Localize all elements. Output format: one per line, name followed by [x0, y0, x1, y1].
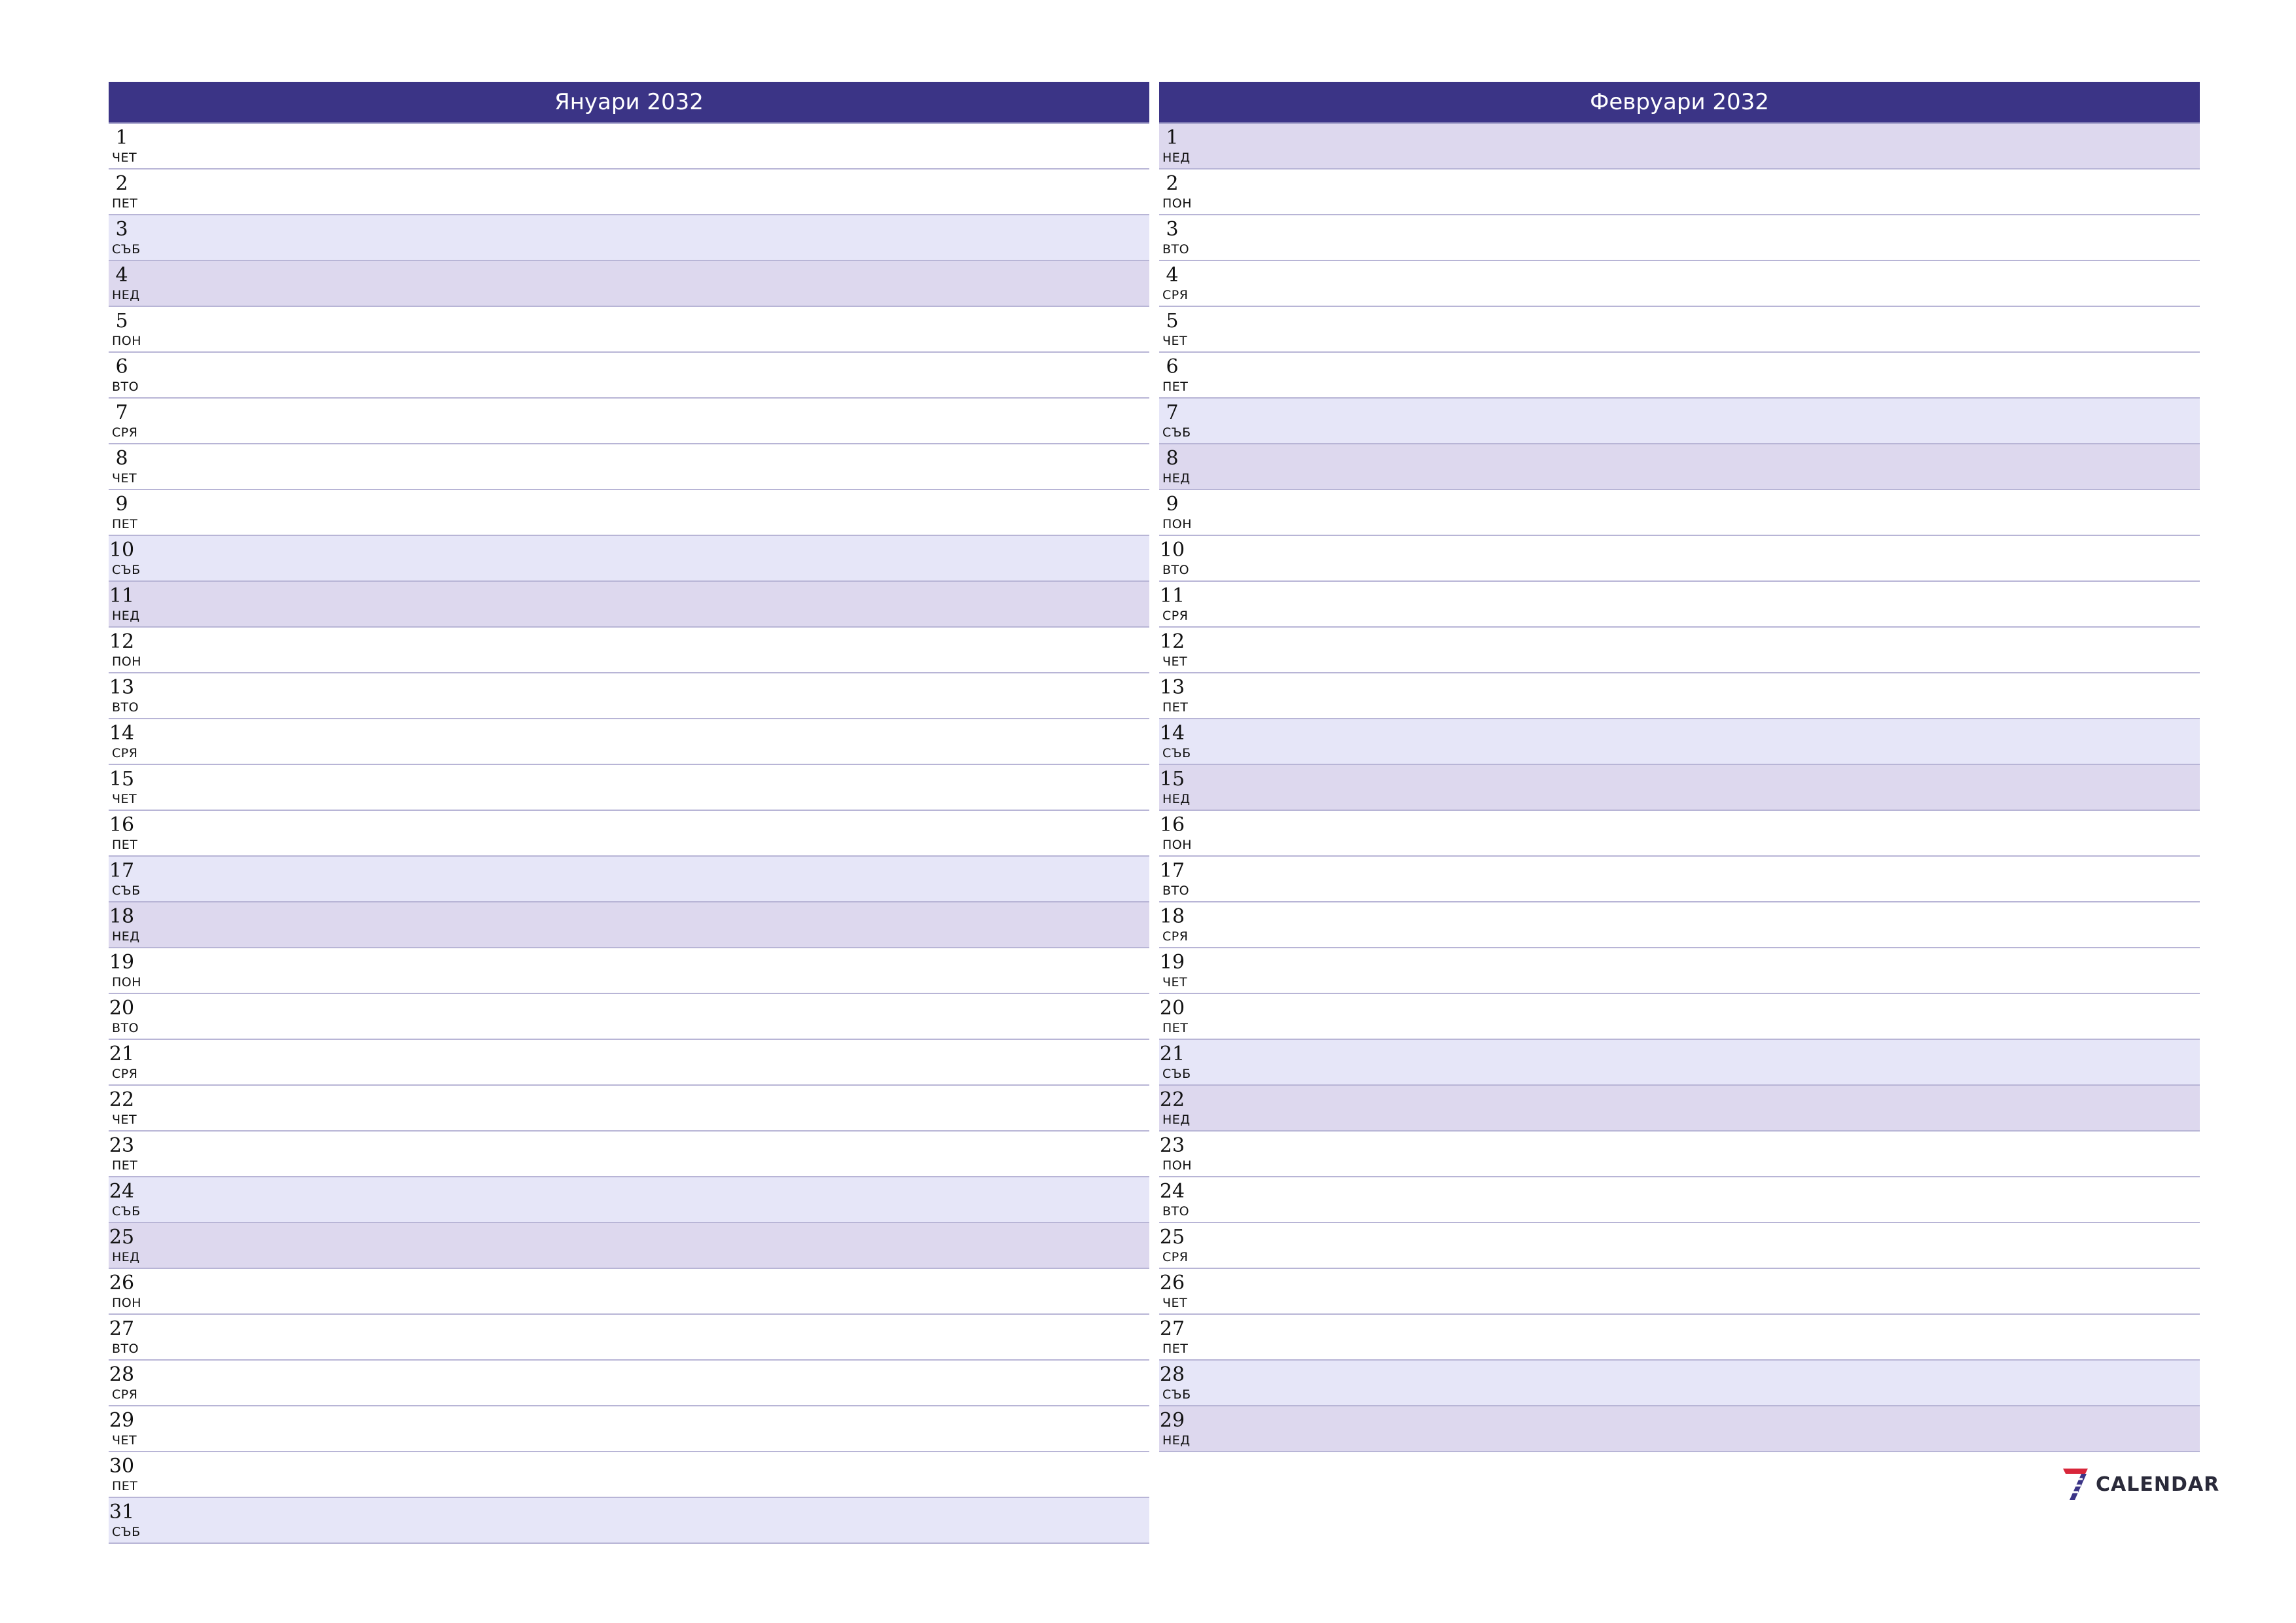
- day-row[interactable]: [109, 1132, 1149, 1177]
- day-name: ПЕТ: [112, 1158, 138, 1173]
- day-row[interactable]: [109, 857, 1149, 902]
- day-row[interactable]: [109, 399, 1149, 444]
- day-name: ПЕТ: [1162, 380, 1189, 394]
- day-number: 14: [1159, 722, 1185, 745]
- day-name: СЪБ: [112, 883, 141, 898]
- day-row[interactable]: [109, 719, 1149, 765]
- month-title: Януари 2032: [109, 82, 1149, 124]
- day-name: ВТО: [1162, 242, 1190, 257]
- day-row[interactable]: [1159, 765, 2200, 811]
- day-name: СРЯ: [1162, 929, 1189, 944]
- day-row[interactable]: [109, 444, 1149, 490]
- day-name: ЧЕТ: [112, 1433, 137, 1448]
- day-row[interactable]: [1159, 1361, 2200, 1406]
- day-number: 18: [1159, 905, 1185, 928]
- day-row[interactable]: [1159, 902, 2200, 948]
- day-name: СРЯ: [1162, 288, 1189, 302]
- day-row[interactable]: [109, 536, 1149, 582]
- day-number: 19: [109, 951, 135, 974]
- day-name: НЕД: [1162, 792, 1191, 806]
- day-number: 24: [109, 1180, 135, 1203]
- day-number: 22: [1159, 1088, 1185, 1111]
- day-name: СЪБ: [1162, 1387, 1191, 1402]
- day-row[interactable]: [1159, 490, 2200, 536]
- day-number: 6: [115, 355, 128, 378]
- day-number: 1: [1166, 126, 1179, 149]
- day-row[interactable]: [109, 215, 1149, 261]
- day-name: СРЯ: [112, 1067, 138, 1081]
- day-number: 9: [115, 493, 128, 516]
- day-row[interactable]: [109, 169, 1149, 215]
- month-title: Февруари 2032: [1159, 82, 2200, 124]
- day-row[interactable]: [1159, 1086, 2200, 1132]
- day-row[interactable]: [109, 1040, 1149, 1086]
- day-name: НЕД: [112, 1250, 140, 1264]
- day-number: 7: [115, 401, 128, 424]
- day-number: 24: [1159, 1180, 1185, 1203]
- day-name: ЧЕТ: [1162, 975, 1188, 990]
- day-number: 16: [109, 813, 135, 836]
- day-row[interactable]: [109, 1406, 1149, 1452]
- day-number: 27: [109, 1317, 135, 1340]
- day-number: 12: [109, 630, 135, 653]
- day-number: 28: [1159, 1363, 1185, 1386]
- day-name: СЪБ: [112, 1204, 141, 1219]
- day-number: 23: [109, 1134, 135, 1157]
- day-number: 15: [1159, 768, 1185, 791]
- day-name: СЪБ: [1162, 1067, 1191, 1081]
- day-row[interactable]: [1159, 307, 2200, 353]
- day-number: 7: [1166, 401, 1179, 424]
- day-number: 29: [109, 1409, 135, 1432]
- day-number: 17: [1159, 859, 1185, 882]
- day-name: ПОН: [112, 654, 142, 669]
- day-number: 29: [1159, 1409, 1185, 1432]
- day-name: ПОН: [1162, 196, 1193, 211]
- day-name: СЪБ: [1162, 425, 1191, 440]
- day-name: ПОН: [1162, 1158, 1193, 1173]
- day-number: 3: [115, 218, 128, 241]
- day-number: 18: [109, 905, 135, 928]
- day-name: ЧЕТ: [1162, 334, 1188, 348]
- day-name: ВТО: [1162, 1204, 1190, 1219]
- day-number: 8: [1166, 447, 1179, 470]
- day-row[interactable]: [109, 1086, 1149, 1132]
- day-row[interactable]: [1159, 169, 2200, 215]
- day-list: [109, 124, 1149, 1544]
- day-row[interactable]: [1159, 948, 2200, 994]
- calendar-logo[interactable]: [2060, 1466, 2219, 1503]
- day-row[interactable]: [109, 353, 1149, 399]
- day-row[interactable]: [1159, 444, 2200, 490]
- day-number: 13: [1159, 676, 1185, 699]
- day-name: ПЕТ: [112, 1479, 138, 1493]
- day-number: 2: [1166, 172, 1179, 195]
- day-row[interactable]: [109, 261, 1149, 307]
- day-name: ВТО: [112, 1342, 139, 1356]
- day-number: 12: [1159, 630, 1185, 653]
- day-name: ЧЕТ: [1162, 1296, 1188, 1310]
- day-name: ПОН: [112, 334, 142, 348]
- day-name: ВТО: [112, 1021, 139, 1035]
- day-name: СЪБ: [112, 242, 141, 257]
- month-february: [1159, 82, 2200, 1452]
- day-name: ВТО: [112, 700, 139, 715]
- day-row[interactable]: [1159, 673, 2200, 719]
- day-name: ПЕТ: [112, 196, 138, 211]
- day-number: 15: [109, 768, 135, 791]
- day-name: СРЯ: [112, 746, 138, 760]
- day-row[interactable]: [109, 765, 1149, 811]
- day-row[interactable]: [109, 307, 1149, 353]
- day-name: СРЯ: [1162, 1250, 1189, 1264]
- day-name: ЧЕТ: [1162, 654, 1188, 669]
- day-row[interactable]: [109, 1177, 1149, 1223]
- day-number: 2: [115, 172, 128, 195]
- day-list: [1159, 124, 2200, 1452]
- day-number: 30: [109, 1455, 135, 1478]
- day-row[interactable]: [1159, 261, 2200, 307]
- day-name: ПЕТ: [112, 517, 138, 531]
- day-row[interactable]: [1159, 857, 2200, 902]
- day-number: 4: [115, 264, 128, 287]
- day-row[interactable]: [109, 811, 1149, 857]
- day-name: ПОН: [1162, 517, 1193, 531]
- day-row[interactable]: [109, 994, 1149, 1040]
- day-number: 1: [115, 126, 128, 149]
- day-number: 25: [109, 1226, 135, 1249]
- logo-text: CALENDAR: [2096, 1472, 2220, 1496]
- day-row[interactable]: [1159, 811, 2200, 857]
- day-row[interactable]: [1159, 353, 2200, 399]
- day-name: НЕД: [1162, 1433, 1191, 1448]
- day-name: ПЕТ: [1162, 700, 1189, 715]
- day-name: ВТО: [1162, 883, 1190, 898]
- day-row[interactable]: [109, 1498, 1149, 1544]
- day-number: 11: [1159, 584, 1185, 607]
- day-name: СРЯ: [112, 1387, 138, 1402]
- day-row[interactable]: [1159, 1406, 2200, 1452]
- day-number: 21: [109, 1043, 135, 1065]
- day-row[interactable]: [109, 1361, 1149, 1406]
- day-number: 9: [1166, 493, 1179, 516]
- day-row[interactable]: [109, 1223, 1149, 1269]
- day-name: ПОН: [112, 1296, 142, 1310]
- day-name: ПЕТ: [112, 838, 138, 852]
- day-row[interactable]: [109, 582, 1149, 628]
- day-number: 31: [109, 1501, 135, 1524]
- day-row[interactable]: [109, 902, 1149, 948]
- day-row[interactable]: [109, 490, 1149, 536]
- day-name: ПЕТ: [1162, 1342, 1189, 1356]
- day-row[interactable]: [109, 1315, 1149, 1361]
- day-number: 10: [1159, 539, 1185, 562]
- day-row[interactable]: [1159, 994, 2200, 1040]
- day-row[interactable]: [1159, 1315, 2200, 1361]
- day-name: ПОН: [112, 975, 142, 990]
- day-name: СЪБ: [1162, 746, 1191, 760]
- day-row[interactable]: [1159, 124, 2200, 169]
- day-number: 20: [109, 997, 135, 1020]
- day-row[interactable]: [1159, 1040, 2200, 1086]
- day-row[interactable]: [1159, 1177, 2200, 1223]
- day-row[interactable]: [109, 124, 1149, 169]
- day-row[interactable]: [1159, 719, 2200, 765]
- day-number: 17: [109, 859, 135, 882]
- day-number: 28: [109, 1363, 135, 1386]
- day-row[interactable]: [1159, 1269, 2200, 1315]
- day-number: 19: [1159, 951, 1185, 974]
- day-number: 5: [1166, 310, 1179, 332]
- month-january: [109, 82, 1149, 1544]
- day-name: ЧЕТ: [112, 792, 137, 806]
- day-name: ВТО: [1162, 563, 1190, 577]
- day-number: 26: [1159, 1272, 1185, 1294]
- day-number: 10: [109, 539, 135, 562]
- day-row[interactable]: [109, 1269, 1149, 1315]
- day-number: 5: [115, 310, 128, 332]
- day-number: 4: [1166, 264, 1179, 287]
- day-name: НЕД: [112, 288, 140, 302]
- day-number: 6: [1166, 355, 1179, 378]
- day-name: ЧЕТ: [112, 471, 137, 486]
- day-name: СЪБ: [112, 1525, 141, 1539]
- day-number: 14: [109, 722, 135, 745]
- day-row[interactable]: [109, 1452, 1149, 1498]
- day-name: ЧЕТ: [112, 1113, 137, 1127]
- day-name: НЕД: [1162, 471, 1191, 486]
- day-row[interactable]: [1159, 399, 2200, 444]
- day-name: НЕД: [112, 929, 140, 944]
- day-row[interactable]: [109, 948, 1149, 994]
- day-name: СЪБ: [112, 563, 141, 577]
- day-number: 16: [1159, 813, 1185, 836]
- day-row[interactable]: [1159, 215, 2200, 261]
- day-number: 8: [115, 447, 128, 470]
- day-name: ЧЕТ: [112, 151, 137, 165]
- day-row[interactable]: [1159, 628, 2200, 673]
- day-row[interactable]: [109, 673, 1149, 719]
- day-number: 26: [109, 1272, 135, 1294]
- day-row[interactable]: [1159, 536, 2200, 582]
- day-row[interactable]: [1159, 1223, 2200, 1269]
- day-number: 3: [1166, 218, 1179, 241]
- day-name: ПОН: [1162, 838, 1193, 852]
- day-row[interactable]: [1159, 582, 2200, 628]
- day-number: 11: [109, 584, 135, 607]
- day-number: 20: [1159, 997, 1185, 1020]
- day-row[interactable]: [109, 628, 1149, 673]
- day-number: 25: [1159, 1226, 1185, 1249]
- day-row[interactable]: [1159, 1132, 2200, 1177]
- day-number: 13: [109, 676, 135, 699]
- day-name: НЕД: [1162, 1113, 1191, 1127]
- day-number: 27: [1159, 1317, 1185, 1340]
- calendar-7-logo-icon: [2060, 1466, 2089, 1503]
- day-name: СРЯ: [112, 425, 138, 440]
- day-number: 21: [1159, 1043, 1185, 1065]
- day-number: 23: [1159, 1134, 1185, 1157]
- day-name: НЕД: [1162, 151, 1191, 165]
- day-name: ВТО: [112, 380, 139, 394]
- day-name: ПЕТ: [1162, 1021, 1189, 1035]
- day-name: СРЯ: [1162, 609, 1189, 623]
- day-number: 22: [109, 1088, 135, 1111]
- day-name: НЕД: [112, 609, 140, 623]
